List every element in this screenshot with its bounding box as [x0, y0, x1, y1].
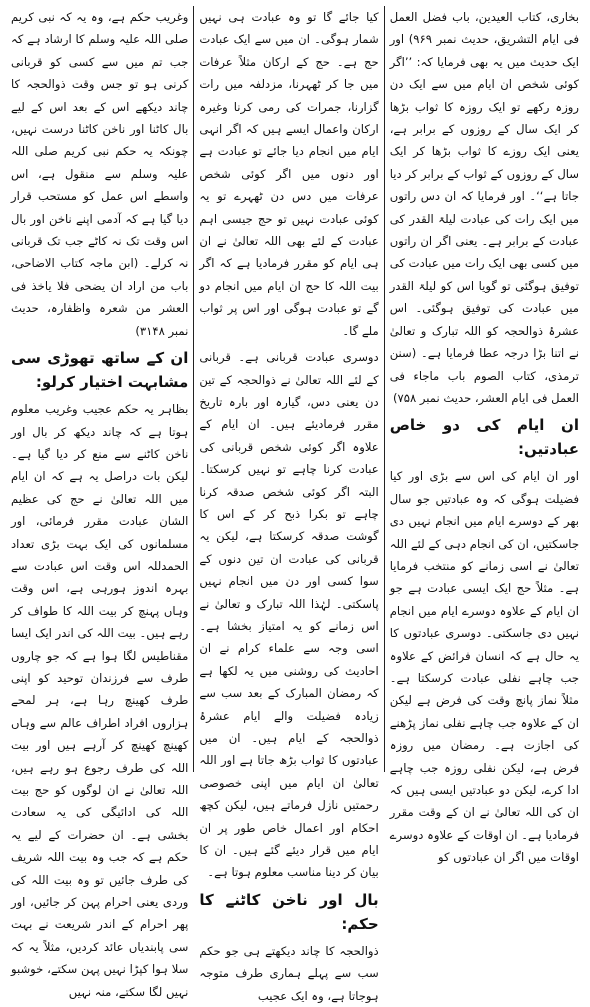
section-heading: ان کے ساتھ تھوڑی سی مشابہت اختیار کرلو:	[10, 349, 189, 392]
column-middle	[194, 6, 383, 1003]
column-right	[385, 6, 584, 865]
section-heading: ان ایام کی دو خاص عبادتیں:	[389, 416, 579, 459]
column-layout	[6, 6, 584, 1003]
column-left	[6, 6, 193, 999]
paragraph: دوسری عبادت قربانی ہے۔ قربانی کے لئے اللہ تعالیٰ نے ذوالحجہ کے تین دن یعنی دس، گیارہ اور بارہ تاریخ مقرر فرمادیئے ہیں۔ ان ایام کے علاوہ اگر کوئی شخص قربانی کی عبادت کرنا چاہے تو نہیں کرسکتا۔ البتہ اگر کوئی شخص صدقہ کرنا چاہے تو بکرا ذبح کر کے اس کا گوشت صدقہ کرسکتا ہے، لیکن یہ قربانی کی عبادت ان تین دنوں کے سوا کسی اور دن میں انجام نہیں پاسکتی۔ لہٰذا اللہ تبارک و تعالیٰ نے اس زمانے کو یہ امتیاز بخشا ہے۔ اسی وجہ سے علماء کرام نے ان احادیث کی روشنی میں یہ لکھا ہے کہ رمضان المبارک کے بعد سب سے زیادہ فضیلت والے ایام عشرۂ ذوالحجہ کے ایام ہیں۔ ان میں عبادتوں کا ثواب بڑھ جاتا ہے اور اللہ تعالیٰ ان ایام میں اپنی خصوصی رحمتیں نازل فرماتے ہیں، لیکن کچھ احکام اور اعمال خاص طور پر ان ایام میں قرار دیئے گئے ہیں۔ ان کا بیان کر دینا مناسب معلوم ہوتا ہے۔	[199, 350, 379, 880]
paragraph: ذوالحجہ کا چاند دیکھتے ہی جو حکم سب سے پہلے ہماری طرف متوجہ ہوجاتا ہے، وہ ایک عجیب	[199, 943, 379, 1003]
section-heading: بال اور ناخن کاٹنے کا حکم:	[199, 890, 379, 933]
paragraph: کیا جائے گا تو وہ عبادت ہی نہیں شمار ہوگی۔ ان میں سے ایک عبادت حج ہے۔ حج کے ارکان مثلاً عرفات میں جا کر ٹھہرنا، مزدلفہ میں رات گزارنا، جمرات کی رمی کرنا وغیرہ ارکان واعمال ایسے ہیں کہ اگر انہی ایام میں انجام دیا جائے تو عبادت ہے اور دنوں میں اگر کوئی شخص عرفات میں دس دن ٹھہرے تو یہ کوئی عبادت نہیں تو حج جیسی اہم عبادت کے لئے بھی اللہ تعالیٰ نے ان ہی ایام کو مقرر فرمادیا ہے کہ اگر بیت اللہ کا حج ان ایام میں انجام دو گے تو عبادت ہوگی اور اس پر ثواب ملے گا۔	[199, 10, 379, 338]
paragraph: اور ان ایام کی اس سے بڑی اور کیا فضیلت ہوگی کہ وہ عبادتیں جو سال بھر کے دوسرے ایام میں انجام نہیں دی جاسکتیں، ان کی انجام دہی کے لئے اللہ تعالیٰ نے اسی زمانے کو منتخب فرمایا ہے۔ مثلاً حج ایک ایسی عبادت ہے جو ان ایام کے علاوہ دوسرے ایام میں انجام نہیں دی جاسکتی۔ دوسری عبادتوں کا یہ حال ہے کہ انسان فرائض کے علاوہ جب چاہے نفلی عبادت کرسکتا ہے۔ مثلاً نماز پانچ وقت کی فرض ہے لیکن ان کے علاوہ جب چاہے نفلی نماز پڑھنے کی اجازت ہے۔ رمضان میں روزہ فرض ہے، لیکن نفلی روزہ جب چاہے ادا کرے، لیکن دو عبادتیں ایسی ہیں کہ ان کی اللہ تعالیٰ نے ان کے وقت مقرر فرمادیا ہے۔ ان اوقات کے علاوہ دوسرے اوقات میں اگر ان عبادتوں کو	[389, 469, 579, 865]
paragraph: بظاہر یہ حکم عجیب وغریب معلوم ہوتا ہے کہ چاند دیکھ کر بال اور ناخن کاٹنے سے منع کر دیا گیا ہے۔ لیکن بات دراصل یہ ہے کہ ان ایام میں اللہ تعالیٰ نے حج کی عظیم الشان عبادت مقرر فرمائی، اور مسلمانوں کی ایک بہت بڑی تعداد الحمدللہ اس وقت اس عبادت سے بہرہ اندوز ہورہی ہے، اس وقت وہاں پہنچ کر بیت اللہ کا طواف کر رہے ہیں۔ بیت اللہ کی اندر ایک ایسا مقناطیس لگا ہوا ہے کہ جو چاروں طرف سے فرزندان توحید کو اپنی طرف کھینچ رہا ہے، ہر لمحے ہزاروں افراد اطراف عالم سے وہاں کھینچ کھینچ کر آرہے ہیں اور بیت اللہ کی طرف رجوع ہو رہے ہیں، اللہ تعالیٰ نے ان لوگوں کو حج بیت اللہ کی ادائیگی کی یہ سعادت بخشی ہے۔ ان حضرات کے لیے یہ حکم ہے کہ جب وہ بیت اللہ شریف کی طرف جائیں تو وہ بیت اللہ کی وردی یعنی احرام پہن کر جائیں، اور پھر احرام کے اندر شریعت نے بہت سی پابندیاں عائد کردیں، مثلاً یہ کہ سلا ہوا کپڑا نہیں پہن سکتے، خوشبو نہیں لگا سکتے، منہ نہیں	[10, 402, 189, 999]
paragraph: وغریب حکم ہے، وہ یہ کہ نبی کریم صلی اللہ علیہ وسلم کا ارشاد ہے کہ جب تم میں سے کسی کو قربانی کرنی ہو تو جس وقت ذوالحجہ کا چاند دیکھے اس کے بعد اس کے لیے بال کاٹنا اور ناخن کاٹنا درست نہیں، چونکہ یہ حکم نبی کریم صلی اللہ علیہ وسلم سے منقول ہے، اس واسطے اس عمل کو مستحب قرار دیا گیا ہے کہ آدمی اپنے ناخن اور بال اس وقت تک نہ کاٹے جب تک قربانی نہ کرلے۔ (ابن ماجہ کتاب الاضاحی، باب من اراد ان یضحی فلا یاخذ فی العشر من شعرہ واظفارہ، حدیث نمبر ۳۱۴۸)	[10, 10, 189, 338]
paragraph: بخاری، کتاب العیدین، باب فضل العمل فی ایام التشریق، حدیث نمبر ۹۶۹) اور ایک حدیث میں یہ بھی فرمایا کہ: ’’اگر کوئی شخص ان ایام میں سے ایک دن روزہ رکھے تو ایک روزہ کا ثواب بڑھا کر ایک سال کے روزوں کے برابر ہے، یعنی ایک روزے کا ثواب بڑھا کر ایک سال کے روزوں کے ثواب کے برابر کر دیا جاتا ہے‘‘۔ اور فرمایا کہ ان دس راتوں میں ایک رات کی عبادت لیلۃ القدر کی عبادت کے برابر ہے۔ یعنی اگر ان راتوں میں کسی بھی ایک رات میں عبادت کی توفیق ہوگئی تو گویا اس کو لیلۃ القدر میں عبادت کی توفیق ہوگئی۔ اس عشرۂ ذوالحجہ کو اللہ تبارک و تعالیٰ نے اتنا بڑا درجہ عطا فرمایا ہے۔ (سنن ترمذی، کتاب الصوم باب ماجاء فی العمل فی ایام العشر، حدیث نمبر ۷۵۸)	[389, 10, 579, 405]
